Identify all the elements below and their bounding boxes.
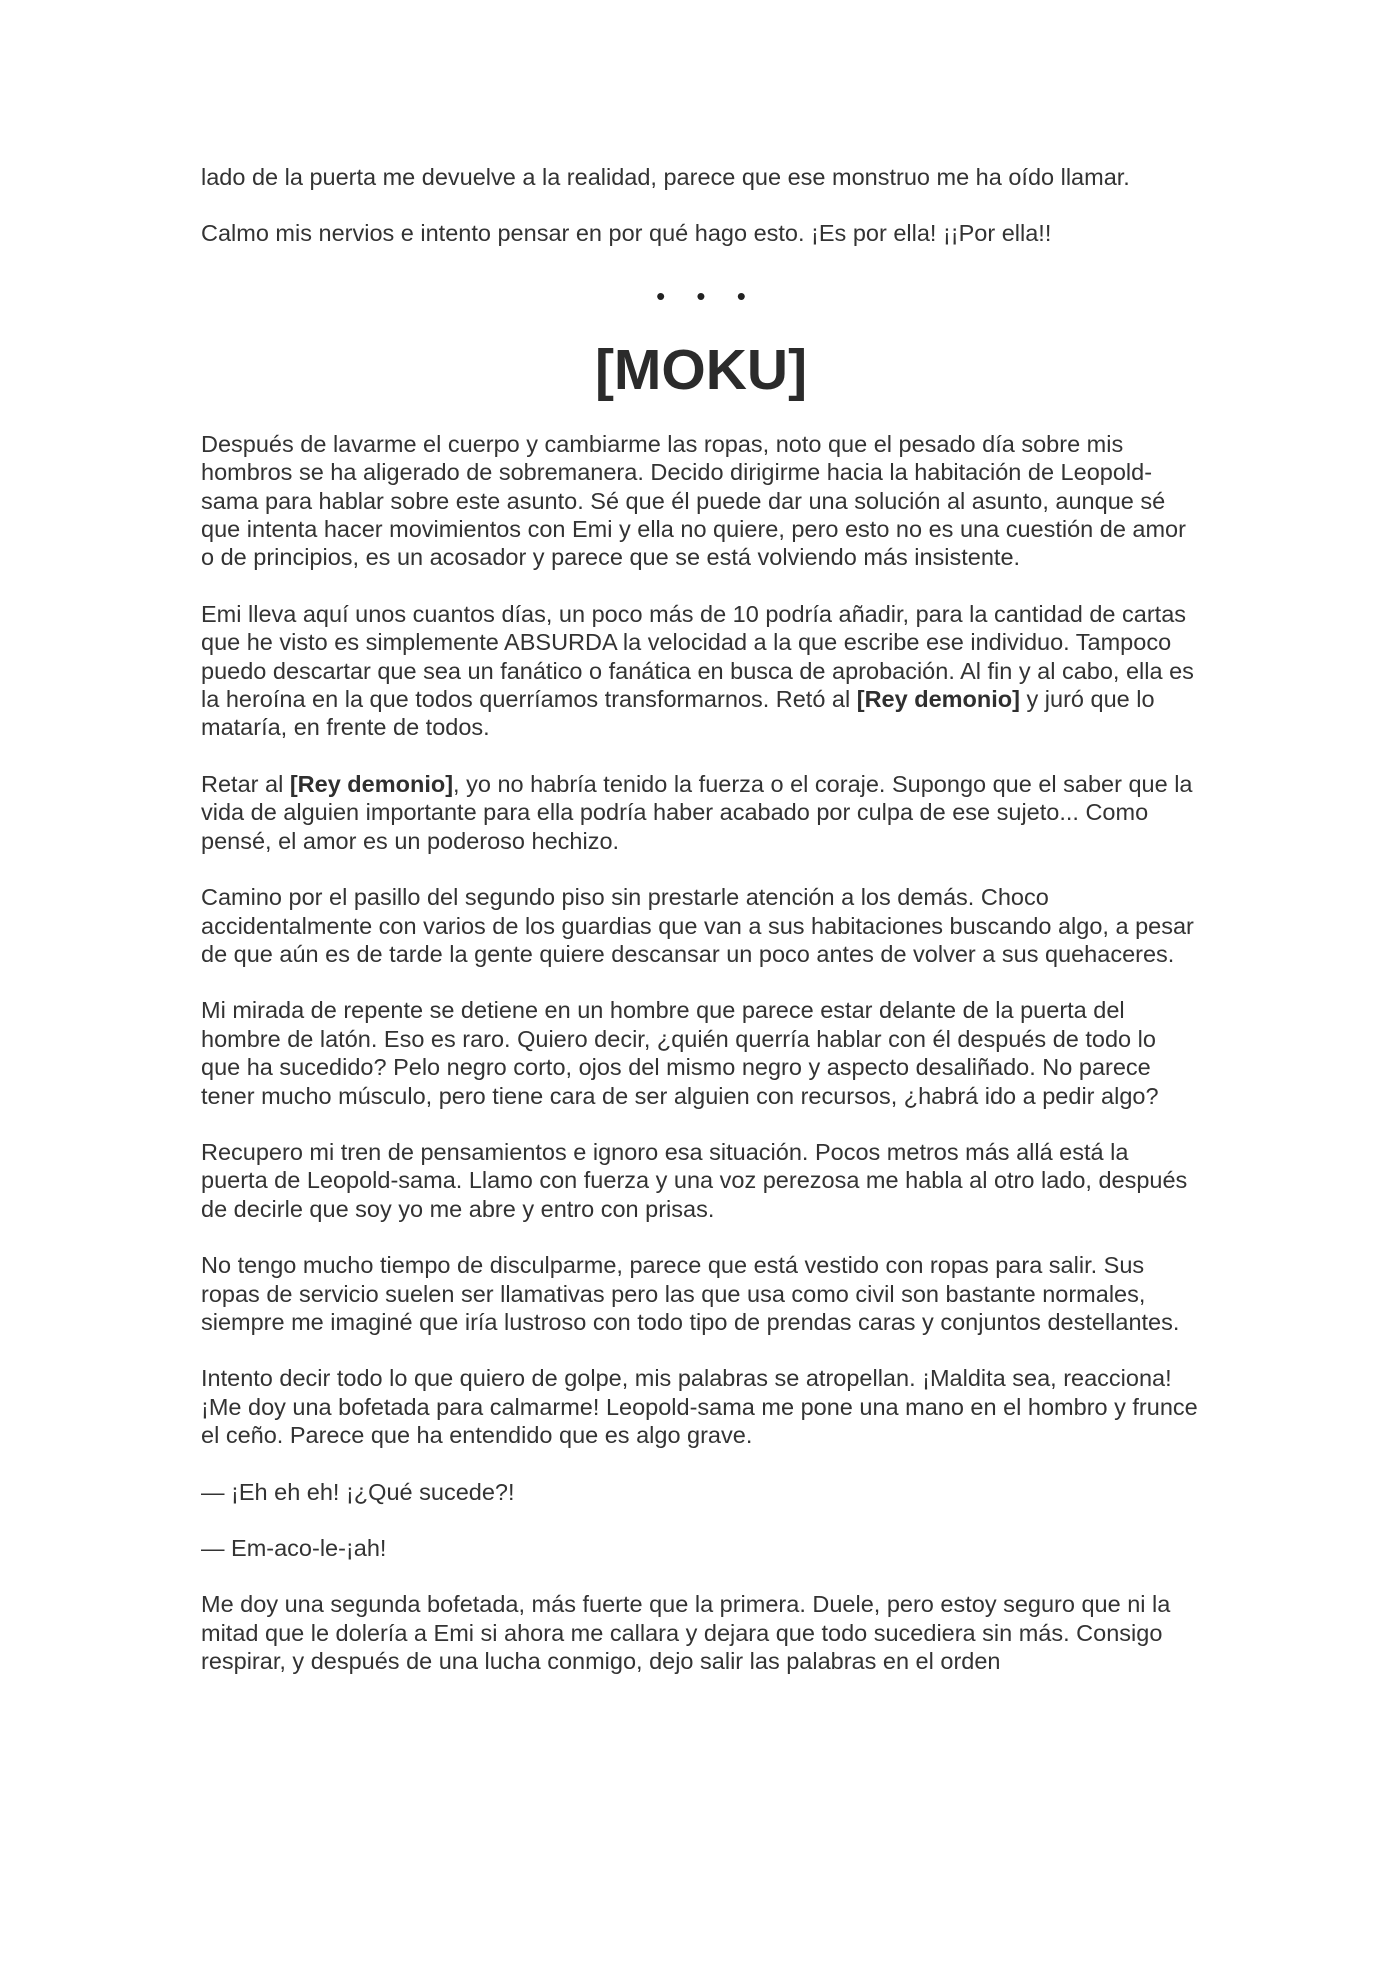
document-body <box>201 163 1201 1704</box>
paragraph-3 <box>201 770 1201 855</box>
paragraph-8: Intento decir todo lo que quiero de golpe, mis palabras se atropellan. ¡Maldita sea, reacciona! ¡Me doy una bofetada para calmarme! Leopold-sama me pone una mano en el hombro y frunce el ceño. Parece que ha entendido que es algo grave. <box>201 1365 1198 1449</box>
paragraph-5: Mi mirada de repente se detiene en un hombre que parece estar delante de la puerta del hombre de latón. Eso es raro. Quiero decir, ¿quién querría hablar con él después de todo lo que ha sucedido? Pelo negro corto, ojos del mismo negro y aspecto desaliñado. No parece tener mucho músculo, pero tiene cara de ser alguien con recursos, ¿habrá ido a pedir algo? <box>201 997 1159 1109</box>
paragraph-2-text-a: Emi lleva aquí unos cuantos días, un poco más de 10 podría añadir, para la cantidad de cartas que he visto es simplemente ABSURDA la velocidad a la que escribe ese individuo. Tampoco puedo descartar que sea un fanático o fanática en busca de aprobación. Al fin y al cabo, ella es la heroína en la que todos querríamos transformarnos. Retó al <box>201 600 1194 713</box>
paragraph-7: No tengo mucho tiempo de disculparme, parece que está vestido con ropas para salir. Sus ropas de servicio suelen ser llamativas pero las que usa como civil son bastante normales, siempre me imaginé que iría lustroso con todo tipo de prendas caras y conjuntos destellantes. <box>201 1252 1180 1335</box>
paragraph-3-text-b: , yo no habría tenido la fuerza o el coraje. Supongo que el saber que la vida de alguien importante para ella podría haber acabado por culpa de ese sujeto... Como pensé, el amor es un poderoso hechizo. <box>201 770 1193 854</box>
dialogue-line-2: — Em-aco-le-¡ah! <box>201 1535 387 1561</box>
paragraph-2-bold: [Rey demonio] <box>856 686 1020 713</box>
paragraph-continuation: lado de la puerta me devuelve a la realidad, parece que ese monstruo me ha oído llamar. <box>201 164 1130 190</box>
paragraph-calm-nerves: Calmo mis nervios e intento pensar en por qué hago esto. ¡Es por ella! ¡¡Por ella!! <box>201 220 1052 247</box>
paragraph-4: Camino por el pasillo del segundo piso sin prestarle atención a los demás. Choco accidentalmente con varios de los guardias que van a sus habitaciones buscando algo, a pesar de que aún es de tarde la gente quiere descansar un poco antes de volver a sus quehaceres. <box>201 884 1194 967</box>
section-heading: [MOKU] <box>594 337 808 402</box>
paragraph-9: Me doy una segunda bofetada, más fuerte que la primera. Duele, pero estoy seguro que ni la mitad que le dolería a Emi si ahora me callara y dejara que todo sucediera sin más. Consigo respirar, y después de una lucha conmigo, dejo salir las palabras en el orden <box>201 1591 1171 1675</box>
scene-separator: • • • <box>656 280 758 311</box>
paragraph-6: Recupero mi tren de pensamientos e ignoro esa situación. Pocos metros más allá está la puerta de Leopold-sama. Llamo con fuerza y una voz perezosa me habla al otro lado, después de decirle que soy yo me abre y entro con prisas. <box>201 1138 1188 1222</box>
paragraph-2 <box>201 600 1201 742</box>
paragraph-2-text-b: y juró que lo mataría, en frente de todos. <box>201 686 1155 741</box>
paragraph-3-text-a: Retar al <box>201 770 290 797</box>
paragraph-1: Después de lavarme el cuerpo y cambiarme las ropas, noto que el pesado día sobre mis hombros se ha aligerado de sobremanera. Decido dirigirme hacia la habitación de Leopold-sama para hablar sobre este asunto. Sé que él puede dar una solución al asunto, aunque sé que intenta hacer movimientos con Emi y ella no quiere, pero esto no es una cuestión de amor o de principios, es un acosador y parece que se está volviendo más insistente. <box>201 430 1186 571</box>
paragraph-3-bold: [Rey demonio] <box>289 770 454 797</box>
dialogue-line-1: — ¡Eh eh eh! ¡¿Qué sucede?! <box>201 1478 515 1505</box>
